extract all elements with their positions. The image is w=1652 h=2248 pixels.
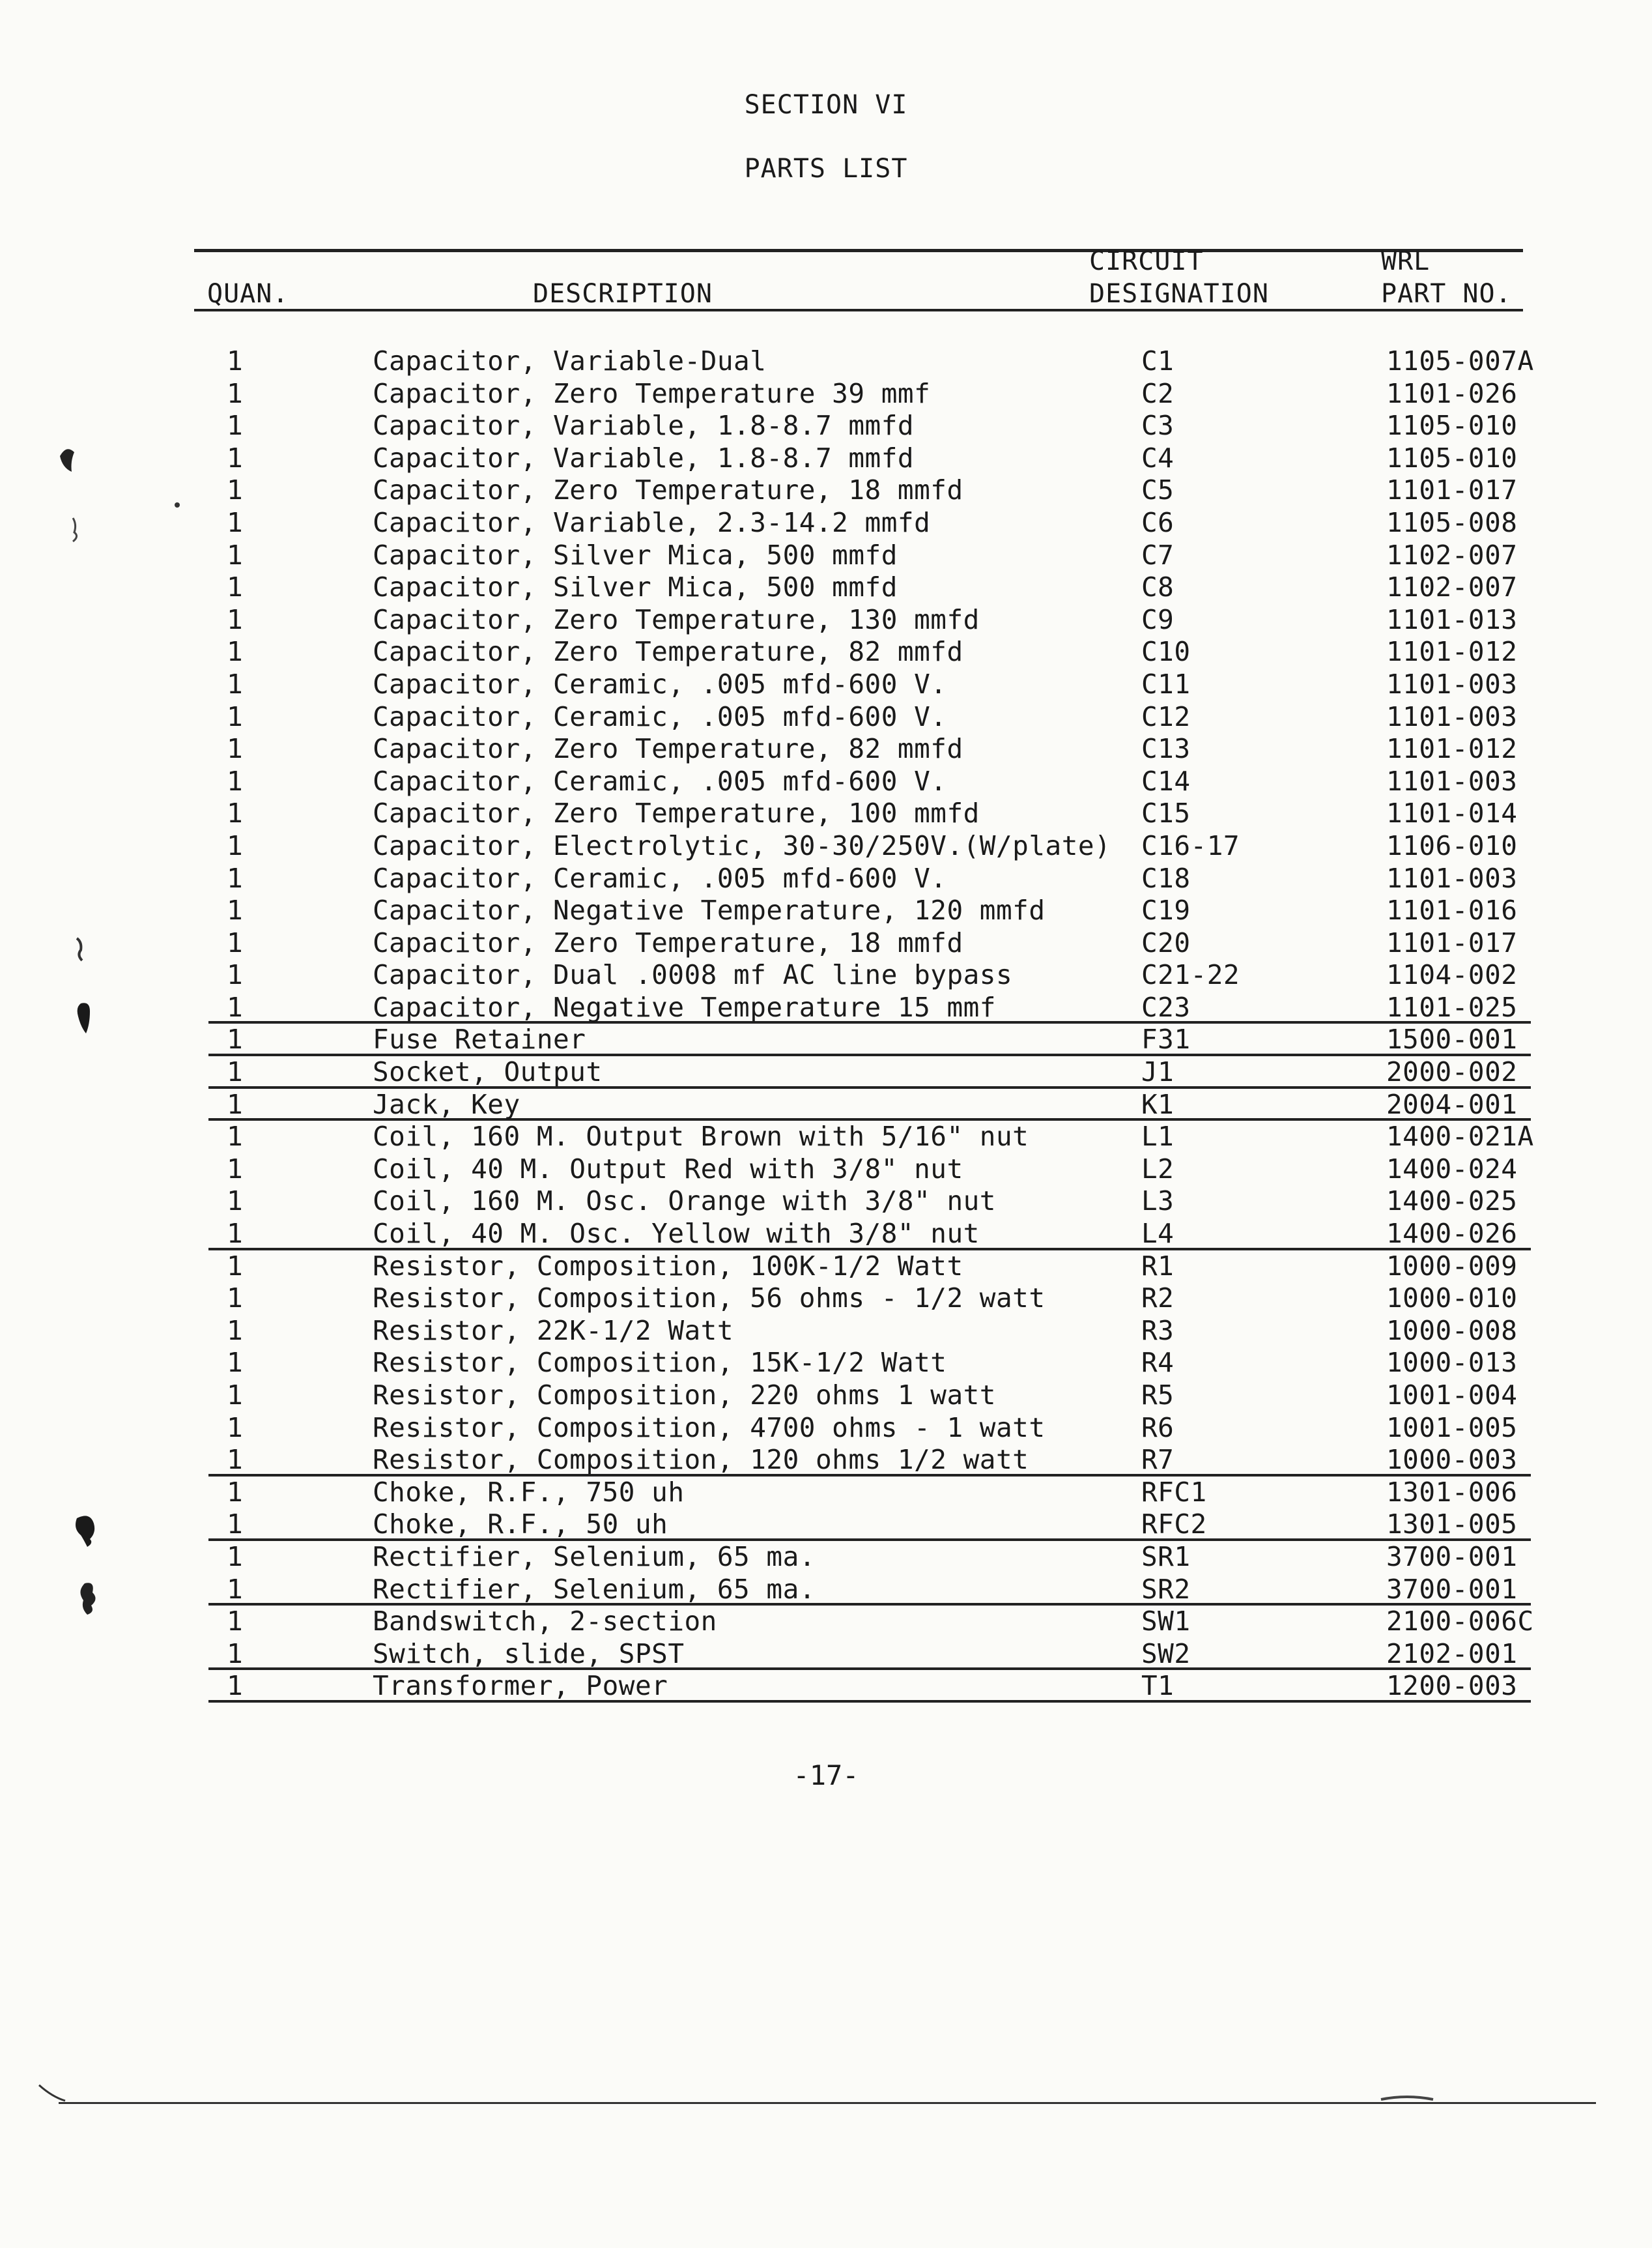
description-cell: Capacitor, Zero Temperature, 82 mmfd	[373, 636, 963, 668]
description-cell: Capacitor, Zero Temperature, 100 mmfd	[373, 798, 980, 829]
circuit-designation-cell: C19	[1141, 895, 1191, 927]
column-header-quantity: QUAN.	[207, 279, 289, 309]
description-cell: Coil, 160 M. Osc. Orange with 3/8" nut	[373, 1185, 996, 1217]
part-number-cell: 1106-010	[1386, 829, 1518, 861]
part-number-cell: 1001-004	[1386, 1379, 1518, 1411]
circuit-designation-cell: SW2	[1141, 1637, 1191, 1669]
column-header-part-line1: WRL	[1381, 246, 1431, 276]
part-number-cell: 1102-007	[1386, 539, 1518, 571]
column-header-part-number	[1381, 245, 1550, 310]
table-row	[0, 345, 1652, 378]
column-header-circuit-designation	[1089, 245, 1285, 310]
table-row	[0, 1185, 1652, 1218]
quantity-cell: 1	[227, 1411, 244, 1443]
table-row	[0, 571, 1652, 604]
header-top-rule	[194, 249, 1523, 252]
column-header-part-line2: PART NO.	[1381, 279, 1512, 309]
circuit-designation-cell: C18	[1141, 862, 1191, 894]
quantity-cell: 1	[227, 1024, 244, 1056]
circuit-designation-cell: SR2	[1141, 1573, 1191, 1605]
table-row	[0, 1379, 1652, 1412]
section-title: SECTION VI	[744, 90, 908, 120]
table-row	[208, 1056, 1531, 1089]
table-row	[0, 540, 1652, 572]
quantity-cell: 1	[227, 1670, 244, 1702]
part-number-cell: 1105-007A	[1386, 345, 1534, 377]
part-number-cell: 1301-006	[1386, 1476, 1518, 1508]
circuit-designation-cell: R1	[1141, 1250, 1175, 1282]
description-cell: Resistor, Composition, 4700 ohms - 1 watt	[373, 1411, 1046, 1443]
circuit-designation-cell: K1	[1141, 1088, 1175, 1120]
table-row	[0, 1412, 1652, 1445]
part-number-cell: 1105-010	[1386, 442, 1518, 474]
part-number-cell: 1000-008	[1386, 1314, 1518, 1346]
table-row	[0, 1282, 1652, 1315]
table-row	[0, 669, 1652, 701]
column-header-description: DESCRIPTION	[533, 279, 713, 309]
description-cell: Resistor, Composition, 120 ohms 1/2 watt	[373, 1444, 1029, 1476]
table-row	[0, 798, 1652, 830]
description-cell: Capacitor, Zero Temperature, 82 mmfd	[373, 733, 963, 765]
table-row	[208, 1670, 1531, 1703]
circuit-designation-cell: C10	[1141, 636, 1191, 668]
circuit-designation-cell: C14	[1141, 765, 1191, 797]
circuit-designation-cell: SR1	[1141, 1540, 1191, 1572]
table-row	[0, 959, 1652, 992]
table-row	[0, 733, 1652, 766]
description-cell: Capacitor, Ceramic, .005 mfd-600 V.	[373, 765, 947, 797]
table-row	[0, 895, 1652, 927]
quantity-cell: 1	[227, 1347, 244, 1379]
table-row	[0, 701, 1652, 734]
circuit-designation-cell: R2	[1141, 1282, 1175, 1314]
part-number-cell: 1301-005	[1386, 1508, 1518, 1540]
description-cell: Rectifier, Selenium, 65 ma.	[373, 1540, 816, 1572]
circuit-designation-cell: C23	[1141, 991, 1191, 1023]
table-row	[0, 1606, 1652, 1638]
table-row	[208, 1089, 1531, 1121]
quantity-cell: 1	[227, 1314, 244, 1346]
description-cell: Capacitor, Zero Temperature, 18 mmfd	[373, 927, 963, 958]
circuit-designation-cell: C8	[1141, 571, 1175, 603]
description-cell: Coil, 40 M. Osc. Yellow with 3/8" nut	[373, 1218, 980, 1250]
quantity-cell: 1	[227, 1282, 244, 1314]
circuit-designation-cell: R5	[1141, 1379, 1175, 1411]
part-number-cell: 1101-014	[1386, 798, 1518, 829]
table-row	[208, 1218, 1531, 1250]
description-cell: Capacitor, Variable-Dual	[373, 345, 767, 377]
quantity-cell: 1	[227, 1121, 244, 1153]
description-cell: Capacitor, Dual .0008 mf AC line bypass	[373, 959, 1013, 991]
table-row	[208, 1024, 1531, 1056]
quantity-cell: 1	[227, 959, 244, 991]
table-row	[208, 1574, 1531, 1606]
table-row	[0, 863, 1652, 895]
circuit-designation-cell: RFC2	[1141, 1508, 1207, 1540]
table-row	[208, 1638, 1531, 1671]
part-number-cell: 2004-001	[1386, 1088, 1518, 1120]
quantity-cell: 1	[227, 668, 244, 700]
quantity-cell: 1	[227, 798, 244, 829]
quantity-cell: 1	[227, 1540, 244, 1572]
quantity-cell: 1	[227, 1476, 244, 1508]
circuit-designation-cell: RFC1	[1141, 1476, 1207, 1508]
part-number-cell: 1000-010	[1386, 1282, 1518, 1314]
quantity-cell: 1	[227, 345, 244, 377]
quantity-cell: 1	[227, 862, 244, 894]
table-row	[208, 1508, 1531, 1541]
quantity-cell: 1	[227, 829, 244, 861]
description-cell: Resistor, 22K-1/2 Watt	[373, 1314, 734, 1346]
circuit-designation-cell: R4	[1141, 1347, 1175, 1379]
table-row	[208, 1444, 1531, 1477]
quantity-cell: 1	[227, 1573, 244, 1605]
part-number-cell: 1102-007	[1386, 571, 1518, 603]
quantity-cell: 1	[227, 571, 244, 603]
description-cell: Bandswitch, 2-section	[373, 1606, 717, 1637]
table-row	[0, 604, 1652, 637]
table-row	[0, 1541, 1652, 1574]
description-cell: Coil, 40 M. Output Red with 3/8" nut	[373, 1153, 963, 1185]
part-number-cell: 1105-010	[1386, 410, 1518, 442]
page-number: -17-	[793, 1759, 859, 1791]
table-row	[0, 507, 1652, 540]
circuit-designation-cell: C15	[1141, 798, 1191, 829]
circuit-designation-cell: C9	[1141, 603, 1175, 635]
description-cell: Capacitor, Zero Temperature 39 mmf	[373, 377, 931, 409]
part-number-cell: 1400-026	[1386, 1218, 1518, 1250]
part-number-cell: 1001-005	[1386, 1411, 1518, 1443]
column-header-circuit-line2: DESIGNATION	[1089, 279, 1269, 309]
quantity-cell: 1	[227, 1444, 244, 1476]
quantity-cell: 1	[227, 377, 244, 409]
part-number-cell: 1101-003	[1386, 862, 1518, 894]
part-number-cell: 1000-013	[1386, 1347, 1518, 1379]
description-cell: Capacitor, Variable, 1.8-8.7 mmfd	[373, 410, 915, 442]
circuit-designation-cell: L2	[1141, 1153, 1175, 1185]
part-number-cell: 1400-024	[1386, 1153, 1518, 1185]
circuit-designation-cell: C4	[1141, 442, 1175, 474]
part-number-cell: 1101-026	[1386, 377, 1518, 409]
description-cell: Transformer, Power	[373, 1670, 668, 1702]
quantity-cell: 1	[227, 1606, 244, 1637]
part-number-cell: 3700-001	[1386, 1573, 1518, 1605]
quantity-cell: 1	[227, 442, 244, 474]
quantity-cell: 1	[227, 991, 244, 1023]
quantity-cell: 1	[227, 506, 244, 538]
quantity-cell: 1	[227, 1056, 244, 1088]
circuit-designation-cell: R7	[1141, 1444, 1175, 1476]
quantity-cell: 1	[227, 1508, 244, 1540]
quantity-cell: 1	[227, 410, 244, 442]
quantity-cell: 1	[227, 765, 244, 797]
circuit-designation-cell: C2	[1141, 377, 1175, 409]
circuit-designation-cell: C13	[1141, 733, 1191, 765]
quantity-cell: 1	[227, 1250, 244, 1282]
table-row	[0, 1250, 1652, 1283]
table-row	[0, 927, 1652, 960]
description-cell: Resistor, Composition, 100K-1/2 Watt	[373, 1250, 963, 1282]
circuit-designation-cell: C6	[1141, 506, 1175, 538]
description-cell: Switch, slide, SPST	[373, 1637, 685, 1669]
table-row	[0, 1347, 1652, 1379]
description-cell: Choke, R.F., 50 uh	[373, 1508, 668, 1540]
circuit-designation-cell: C1	[1141, 345, 1175, 377]
part-number-cell: 3700-001	[1386, 1540, 1518, 1572]
part-number-cell: 1104-002	[1386, 959, 1518, 991]
quantity-cell: 1	[227, 895, 244, 927]
description-cell: Capacitor, Electrolytic, 30-30/250V.(W/plate)	[373, 829, 1111, 861]
table-row	[0, 442, 1652, 475]
quantity-cell: 1	[227, 1218, 244, 1250]
description-cell: Fuse Retainer	[373, 1024, 586, 1056]
part-number-cell: 1101-012	[1386, 733, 1518, 765]
circuit-designation-cell: L3	[1141, 1185, 1175, 1217]
circuit-designation-cell: C3	[1141, 410, 1175, 442]
circuit-designation-cell: C16-17	[1141, 829, 1240, 861]
circuit-designation-cell: R6	[1141, 1411, 1175, 1443]
part-number-cell: 1105-008	[1386, 506, 1518, 538]
part-number-cell: 1101-017	[1386, 927, 1518, 958]
quantity-cell: 1	[227, 733, 244, 765]
speck-mark	[39, 2085, 65, 2101]
part-number-cell: 1500-001	[1386, 1024, 1518, 1056]
description-cell: Capacitor, Negative Temperature, 120 mmfd	[373, 895, 1046, 927]
parts-list-title: PARTS LIST	[744, 154, 908, 184]
quantity-cell: 1	[227, 474, 244, 506]
description-cell: Resistor, Composition, 220 ohms 1 watt	[373, 1379, 996, 1411]
table-row	[0, 378, 1652, 411]
description-cell: Capacitor, Variable, 1.8-8.7 mmfd	[373, 442, 915, 474]
speck-mark	[1381, 2097, 1433, 2099]
circuit-designation-cell: C20	[1141, 927, 1191, 958]
description-cell: Choke, R.F., 750 uh	[373, 1476, 685, 1508]
part-number-cell: 1101-003	[1386, 765, 1518, 797]
part-number-cell: 1101-017	[1386, 474, 1518, 506]
part-number-cell: 1101-003	[1386, 700, 1518, 732]
column-header-circuit-line1: CIRCUIT	[1089, 246, 1204, 276]
description-cell: Jack, Key	[373, 1088, 520, 1120]
table-row	[0, 766, 1652, 798]
part-number-cell: 1101-013	[1386, 603, 1518, 635]
quantity-cell: 1	[227, 700, 244, 732]
description-cell: Capacitor, Ceramic, .005 mfd-600 V.	[373, 668, 947, 700]
table-row	[208, 992, 1531, 1024]
circuit-designation-cell: C7	[1141, 539, 1175, 571]
circuit-designation-cell: L1	[1141, 1121, 1175, 1153]
table-row	[0, 1315, 1652, 1347]
quantity-cell: 1	[227, 927, 244, 958]
description-cell: Capacitor, Zero Temperature, 18 mmfd	[373, 474, 963, 506]
quantity-cell: 1	[227, 636, 244, 668]
circuit-designation-cell: C12	[1141, 700, 1191, 732]
table-row	[0, 1477, 1652, 1509]
circuit-designation-cell: L4	[1141, 1218, 1175, 1250]
description-cell: Capacitor, Negative Temperature 15 mmf	[373, 991, 996, 1023]
part-number-cell: 2100-006C	[1386, 1606, 1534, 1637]
part-number-cell: 1101-025	[1386, 991, 1518, 1023]
circuit-designation-cell: J1	[1141, 1056, 1175, 1088]
part-number-cell: 1400-025	[1386, 1185, 1518, 1217]
description-cell: Capacitor, Variable, 2.3-14.2 mmfd	[373, 506, 931, 538]
table-row	[0, 1153, 1652, 1186]
part-number-cell: 1200-003	[1386, 1670, 1518, 1702]
quantity-cell: 1	[227, 1637, 244, 1669]
circuit-designation-cell: C21-22	[1141, 959, 1240, 991]
part-number-cell: 2102-001	[1386, 1637, 1518, 1669]
part-number-cell: 1101-003	[1386, 668, 1518, 700]
part-number-cell: 1101-012	[1386, 636, 1518, 668]
circuit-designation-cell: F31	[1141, 1024, 1191, 1056]
circuit-designation-cell: T1	[1141, 1670, 1175, 1702]
header-bottom-rule	[194, 309, 1523, 311]
description-cell: Rectifier, Selenium, 65 ma.	[373, 1573, 816, 1605]
description-cell: Capacitor, Silver Mica, 500 mmfd	[373, 571, 898, 603]
table-row	[0, 830, 1652, 863]
parts-table	[0, 345, 1652, 1703]
quantity-cell: 1	[227, 603, 244, 635]
description-cell: Capacitor, Zero Temperature, 130 mmfd	[373, 603, 980, 635]
description-cell: Resistor, Composition, 56 ohms - 1/2 watt	[373, 1282, 1046, 1314]
page-bottom-rule	[59, 2102, 1596, 2104]
table-row	[0, 410, 1652, 442]
circuit-designation-cell: C5	[1141, 474, 1175, 506]
quantity-cell: 1	[227, 1088, 244, 1120]
quantity-cell: 1	[227, 539, 244, 571]
description-cell: Capacitor, Ceramic, .005 mfd-600 V.	[373, 862, 947, 894]
table-row	[0, 1121, 1652, 1153]
quantity-cell: 1	[227, 1153, 244, 1185]
part-number-cell: 2000-002	[1386, 1056, 1518, 1088]
table-row	[0, 636, 1652, 669]
quantity-cell: 1	[227, 1185, 244, 1217]
part-number-cell: 1000-009	[1386, 1250, 1518, 1282]
part-number-cell: 1101-016	[1386, 895, 1518, 927]
description-cell: Socket, Output	[373, 1056, 603, 1088]
table-row	[0, 474, 1652, 507]
part-number-cell: 1400-021A	[1386, 1121, 1534, 1153]
description-cell: Capacitor, Silver Mica, 500 mmfd	[373, 539, 898, 571]
description-cell: Resistor, Composition, 15K-1/2 Watt	[373, 1347, 947, 1379]
quantity-cell: 1	[227, 1379, 244, 1411]
circuit-designation-cell: SW1	[1141, 1606, 1191, 1637]
circuit-designation-cell: C11	[1141, 668, 1191, 700]
description-cell: Coil, 160 M. Output Brown with 5/16" nut	[373, 1121, 1029, 1153]
part-number-cell: 1000-003	[1386, 1444, 1518, 1476]
description-cell: Capacitor, Ceramic, .005 mfd-600 V.	[373, 700, 947, 732]
circuit-designation-cell: R3	[1141, 1314, 1175, 1346]
